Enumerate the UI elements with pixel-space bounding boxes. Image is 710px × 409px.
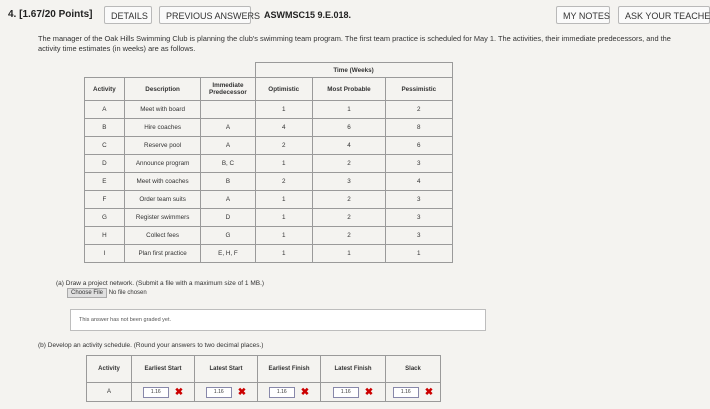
incorrect-icon: ✖ [300, 386, 310, 398]
part-a-prompt: (a) Draw a project network. (Submit a file with a maximum size of 1 MB.) [56, 280, 265, 287]
table-row [85, 101, 453, 119]
question-header [0, 0, 710, 28]
optimistic-cell: 2 [255, 137, 312, 155]
pessimistic-cell: 1 [386, 245, 452, 263]
question-number: 4. [1.67/20 Points] [8, 9, 93, 20]
table-row [85, 227, 453, 245]
col-predecessor: Immediate Predecessor [201, 78, 255, 101]
optimistic-cell: 1 [255, 245, 312, 263]
most-probable-cell: 6 [312, 119, 385, 137]
earliest-finish-input[interactable]: 1.16 [269, 387, 295, 398]
optimistic-cell: 1 [255, 209, 312, 227]
optimistic-cell: 4 [255, 119, 312, 137]
earliest-start-input[interactable]: 1.16 [143, 387, 169, 398]
predecessor-cell: A [201, 191, 255, 209]
predecessor-cell: E, H, F [201, 245, 255, 263]
sched-col-latest-finish: Latest Finish [321, 356, 386, 383]
schedule-row [87, 383, 441, 402]
incorrect-icon: ✖ [364, 386, 374, 398]
most-probable-cell: 2 [312, 155, 385, 173]
description-cell: Announce program [124, 155, 201, 173]
col-description: Description [124, 78, 201, 101]
description-cell: Plan first practice [124, 245, 201, 263]
sched-col-slack: Slack [386, 356, 441, 383]
optimistic-cell: 2 [255, 173, 312, 191]
most-probable-cell: 2 [312, 209, 385, 227]
predecessor-cell: B [201, 173, 255, 191]
incorrect-icon: ✖ [237, 386, 247, 398]
description-cell: Reserve pool [124, 137, 201, 155]
latest-start-input[interactable]: 1.16 [206, 387, 232, 398]
description-cell: Hire coaches [124, 119, 201, 137]
activity-cell: G [85, 209, 125, 227]
most-probable-cell: 1 [312, 245, 385, 263]
predecessor-cell [201, 101, 255, 119]
table-row [85, 119, 453, 137]
most-probable-cell: 1 [312, 101, 385, 119]
pessimistic-cell: 3 [386, 209, 452, 227]
predecessor-cell: B, C [201, 155, 255, 173]
table-row [85, 173, 453, 191]
slack-input[interactable]: 1.16 [393, 387, 419, 398]
table-row [85, 137, 453, 155]
optimistic-cell: 1 [255, 101, 312, 119]
sched-col-earliest-start: Earliest Start [132, 356, 195, 383]
description-cell: Register swimmers [124, 209, 201, 227]
schedule-activity-cell: A [87, 383, 132, 402]
incorrect-icon: ✖ [424, 386, 434, 398]
col-activity: Activity [85, 78, 125, 101]
table-row [85, 209, 453, 227]
activity-cell: E [85, 173, 125, 191]
details-button[interactable]: DETAILS [104, 6, 152, 24]
activity-cell: I [85, 245, 125, 263]
my-notes-button[interactable]: MY NOTES [556, 6, 610, 24]
file-upload [67, 290, 147, 296]
pessimistic-cell: 3 [386, 227, 452, 245]
latest-finish-input[interactable]: 1.16 [333, 387, 359, 398]
pessimistic-cell: 2 [386, 101, 452, 119]
sched-col-activity: Activity [87, 356, 132, 383]
question-id: ASWMSC15 9.E.018. [264, 10, 352, 20]
most-probable-cell: 4 [312, 137, 385, 155]
most-probable-cell: 2 [312, 191, 385, 209]
schedule-table [86, 355, 441, 402]
pessimistic-cell: 3 [386, 155, 452, 173]
activity-cell: A [85, 101, 125, 119]
col-optimistic: Optimistic [255, 78, 312, 101]
description-cell: Meet with coaches [124, 173, 201, 191]
predecessor-cell: A [201, 119, 255, 137]
sched-col-earliest-finish: Earliest Finish [258, 356, 321, 383]
most-probable-cell: 2 [312, 227, 385, 245]
table-row [85, 245, 453, 263]
predecessor-cell: A [201, 137, 255, 155]
predecessor-cell: G [201, 227, 255, 245]
activity-table [84, 62, 453, 263]
description-cell: Order team suits [124, 191, 201, 209]
col-most-probable: Most Probable [312, 78, 385, 101]
optimistic-cell: 1 [255, 191, 312, 209]
description-cell: Collect fees [124, 227, 201, 245]
sched-col-latest-start: Latest Start [195, 356, 258, 383]
incorrect-icon: ✖ [174, 386, 184, 398]
activity-cell: D [85, 155, 125, 173]
table-row [85, 155, 453, 173]
optimistic-cell: 1 [255, 227, 312, 245]
col-pessimistic: Pessimistic [386, 78, 452, 101]
activity-cell: F [85, 191, 125, 209]
ask-teacher-button[interactable]: ASK YOUR TEACHE [618, 6, 710, 24]
pessimistic-cell: 6 [386, 137, 452, 155]
predecessor-cell: D [201, 209, 255, 227]
choose-file-button[interactable]: Choose File [67, 288, 107, 298]
pessimistic-cell: 4 [386, 173, 452, 191]
time-weeks-header: Time (Weeks) [255, 63, 452, 78]
part-b-prompt: (b) Develop an activity schedule. (Round your answers to two decimal places.) [38, 342, 264, 349]
no-file-label: No file chosen [108, 290, 147, 296]
table-row [85, 191, 453, 209]
optimistic-cell: 1 [255, 155, 312, 173]
grading-feedback: This answer has not been graded yet. [70, 309, 486, 331]
previous-answers-button[interactable]: PREVIOUS ANSWERS [159, 6, 251, 24]
most-probable-cell: 3 [312, 173, 385, 191]
activity-cell: H [85, 227, 125, 245]
question-intro: The manager of the Oak Hills Swimming Club is planning the club's swimming team program. The first team practice is scheduled for May 1. The activities, their immediate predecessors, and the activity time estimates (in weeks) are as follows. [38, 34, 671, 53]
pessimistic-cell: 3 [386, 191, 452, 209]
activity-cell: B [85, 119, 125, 137]
description-cell: Meet with board [124, 101, 201, 119]
activity-cell: C [85, 137, 125, 155]
pessimistic-cell: 8 [386, 119, 452, 137]
